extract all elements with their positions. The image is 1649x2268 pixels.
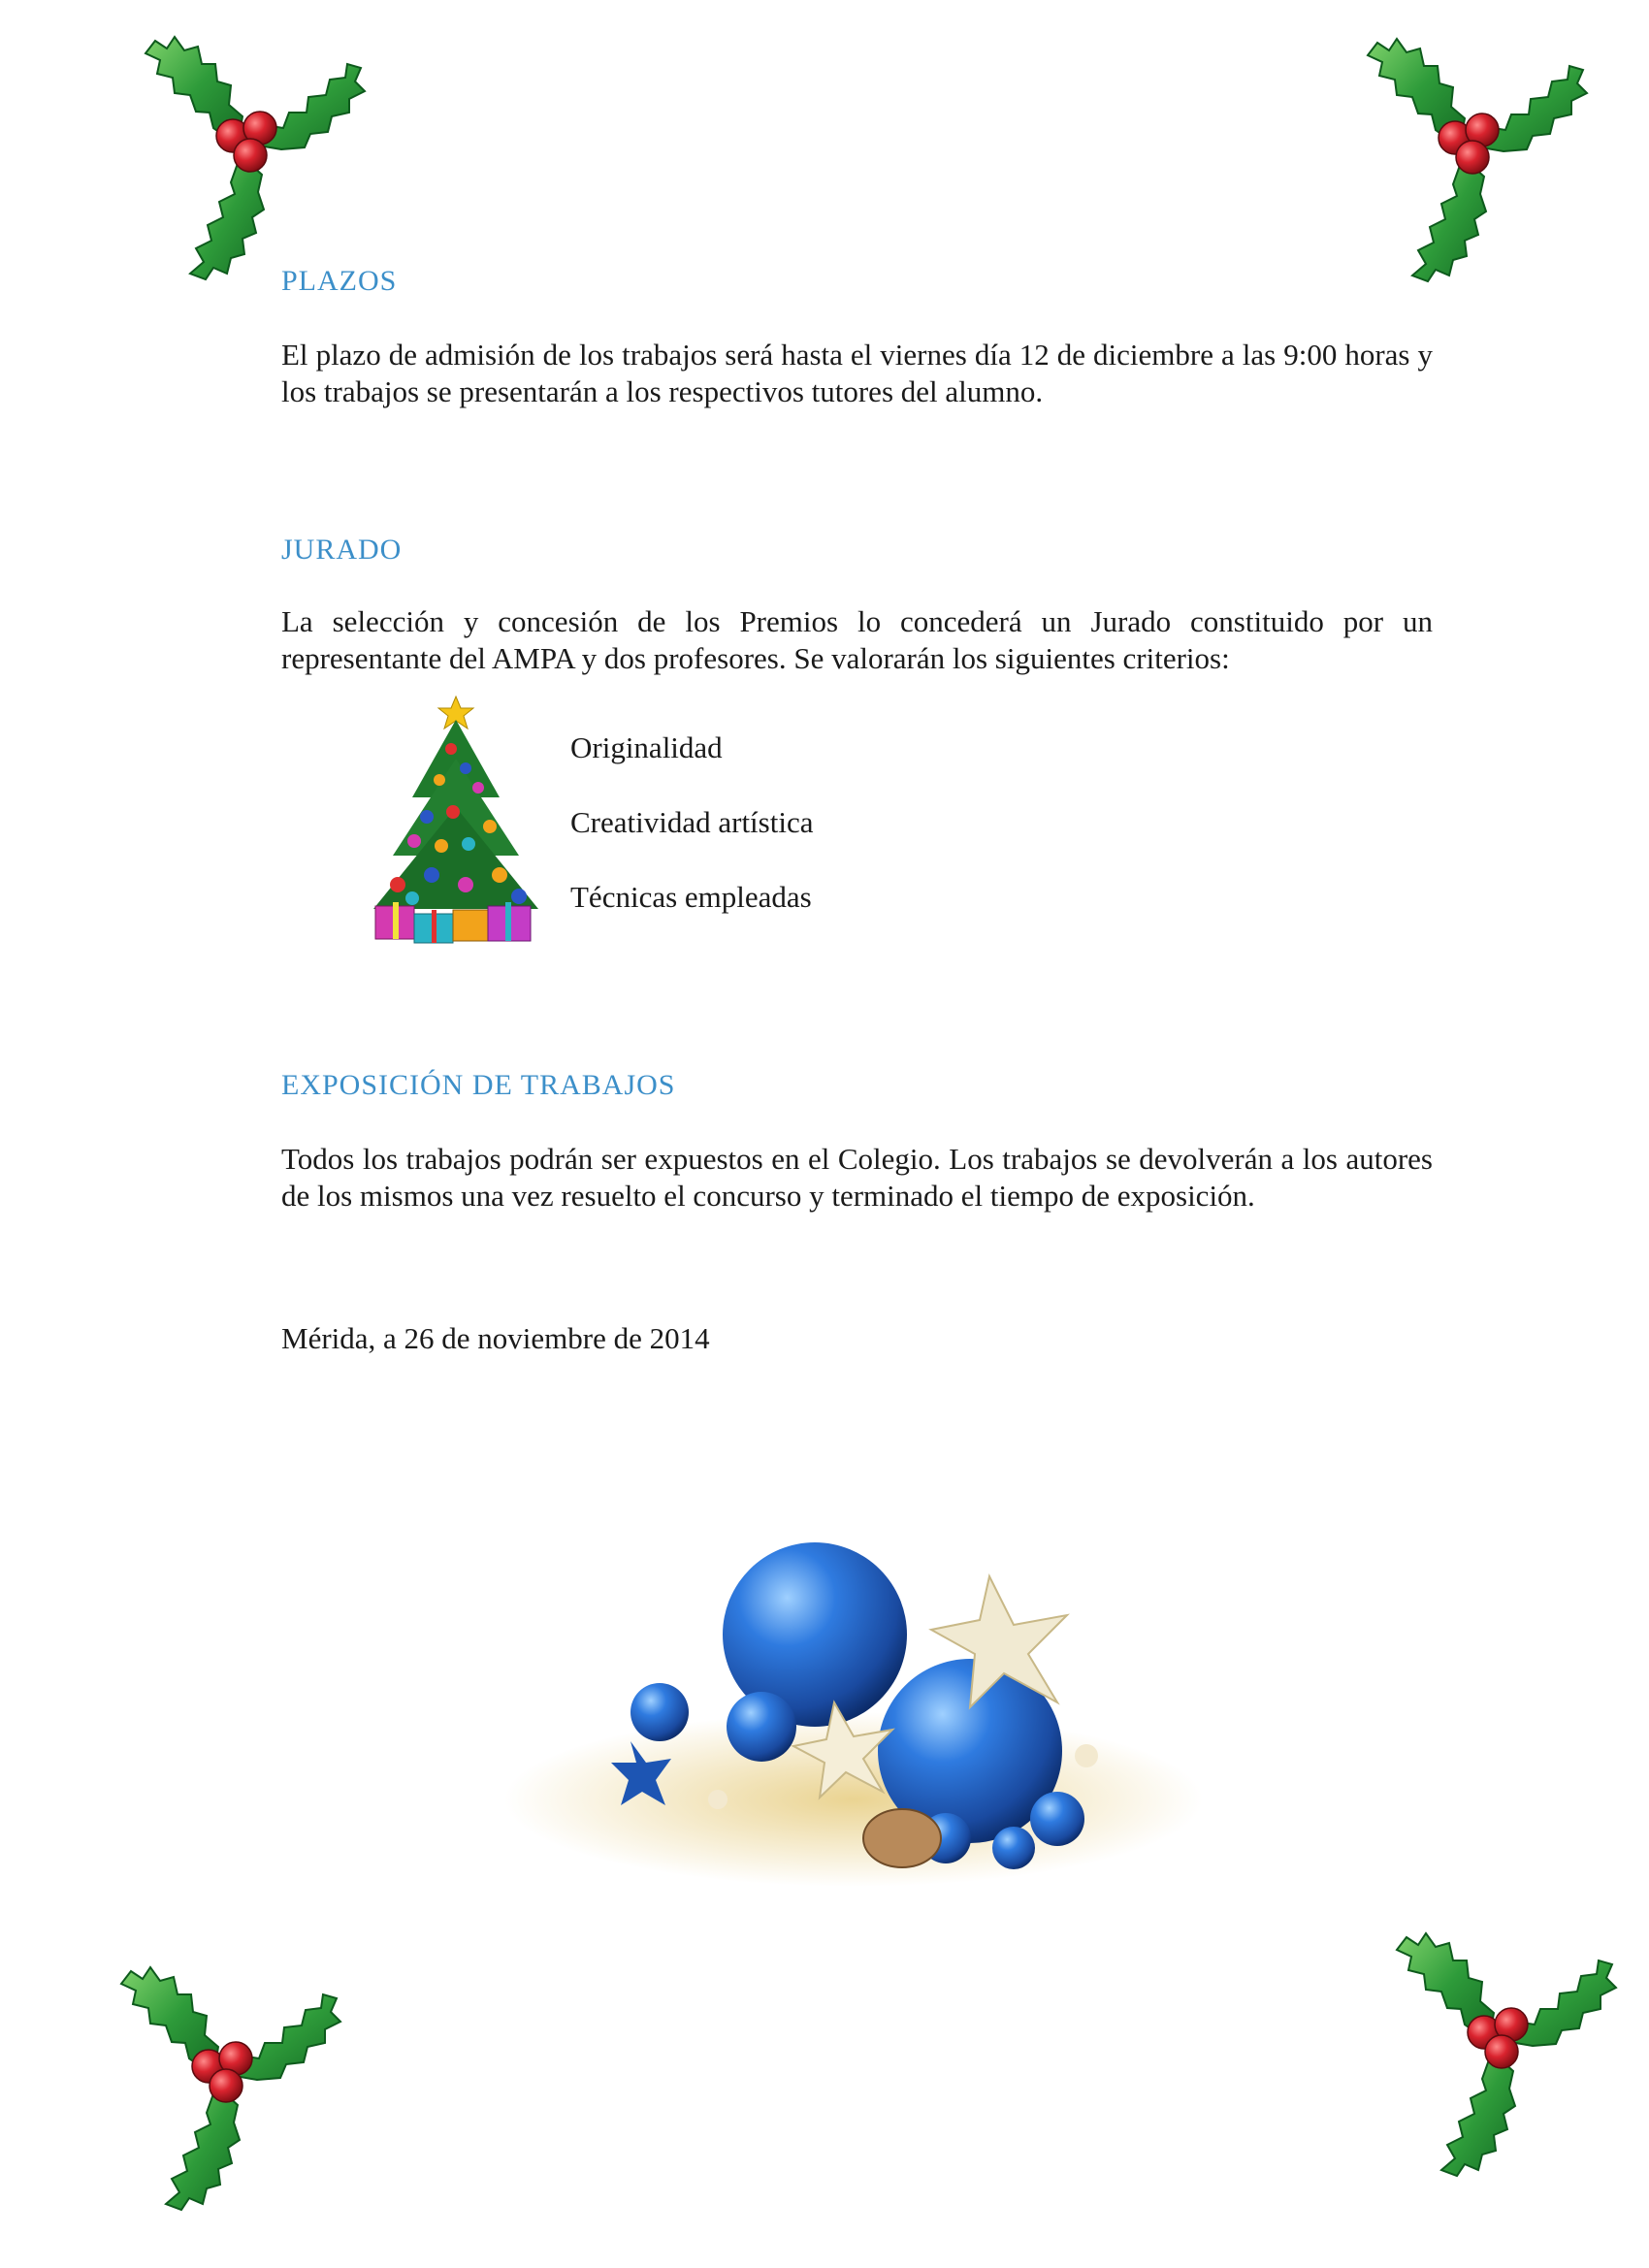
criterion-item: Creatividad artística xyxy=(570,805,814,839)
holly-icon xyxy=(1368,1916,1630,2197)
section-text-plazos: El plazo de admisión de los trabajos será hasta el viernes día 12 de diciembre a las 9:00 horas y los trabajos se presentarán a los respectivos tutores del alumno. xyxy=(281,338,1433,408)
holly-icon xyxy=(92,1950,354,2231)
section-heading-plazos: PLAZOS xyxy=(281,265,398,297)
holly-icon xyxy=(1339,21,1600,303)
christmas-tree-icon xyxy=(354,691,558,953)
section-heading-jurado: JURADO xyxy=(281,534,403,566)
holly-icon xyxy=(116,19,378,301)
criterion-item: Originalidad xyxy=(570,730,723,764)
section-text-exposicion: Todos los trabajos podrán ser expuestos en el Colegio. Los trabajos se devolverán a los autores de los mismos una vez resuelto el concurso y terminado el tiempo de exposición. xyxy=(281,1142,1433,1213)
criterion-item: Técnicas empleadas xyxy=(570,880,812,914)
date-line: Mérida, a 26 de noviembre de 2014 xyxy=(281,1321,710,1355)
section-heading-exposicion: EXPOSICIÓN DE TRABAJOS xyxy=(281,1069,676,1101)
christmas-ornaments-icon xyxy=(485,1508,1212,1916)
section-text-jurado: La selección y concesión de los Premios lo concederá un Jurado constituido por un representante del AMPA y dos profesores. Se valorarán los siguientes criterios: xyxy=(281,604,1433,675)
